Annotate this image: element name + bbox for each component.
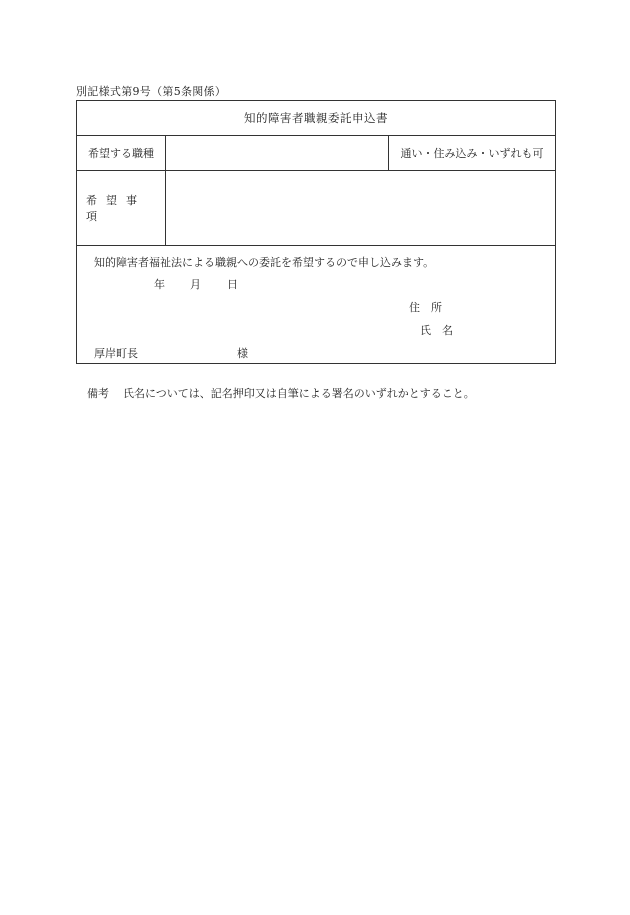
remarks-label: 備考 [87, 387, 109, 400]
form-number: 別記様式第9号（第5条関係） [76, 85, 227, 98]
application-statement: 知的障害者福祉法による職親への委託を希望するので申し込みます。 [94, 256, 435, 269]
desired-job-label: 希望する職種 [77, 136, 166, 170]
desired-matters-field[interactable] [166, 171, 555, 245]
form-title: 知的障害者職親委託申込書 [244, 111, 388, 125]
commute-type-options: 通い・住み込み・いずれも可 [400, 147, 544, 160]
remarks-note [87, 385, 475, 401]
date-year-label: 年 [154, 278, 165, 291]
application-statement-section [77, 246, 555, 363]
desired-matters-label-cell [77, 171, 166, 245]
desired-job-field[interactable] [166, 136, 389, 170]
remarks-text: 氏名については、記名押印又は自筆による署名のいずれかとすること。 [123, 387, 475, 400]
form-title-row [77, 101, 555, 136]
addressee: 厚岸町長 [94, 347, 138, 360]
desired-matters-row [77, 171, 555, 246]
name-label: 氏 名 [420, 324, 453, 337]
date-day-label: 日 [227, 278, 238, 291]
application-form-table [76, 100, 556, 364]
desired-job-row [77, 136, 555, 171]
date-month-label: 月 [190, 278, 201, 291]
honorific: 様 [237, 347, 248, 360]
desired-matters-label: 希望事項 [86, 194, 146, 223]
address-label: 住 所 [409, 301, 442, 314]
